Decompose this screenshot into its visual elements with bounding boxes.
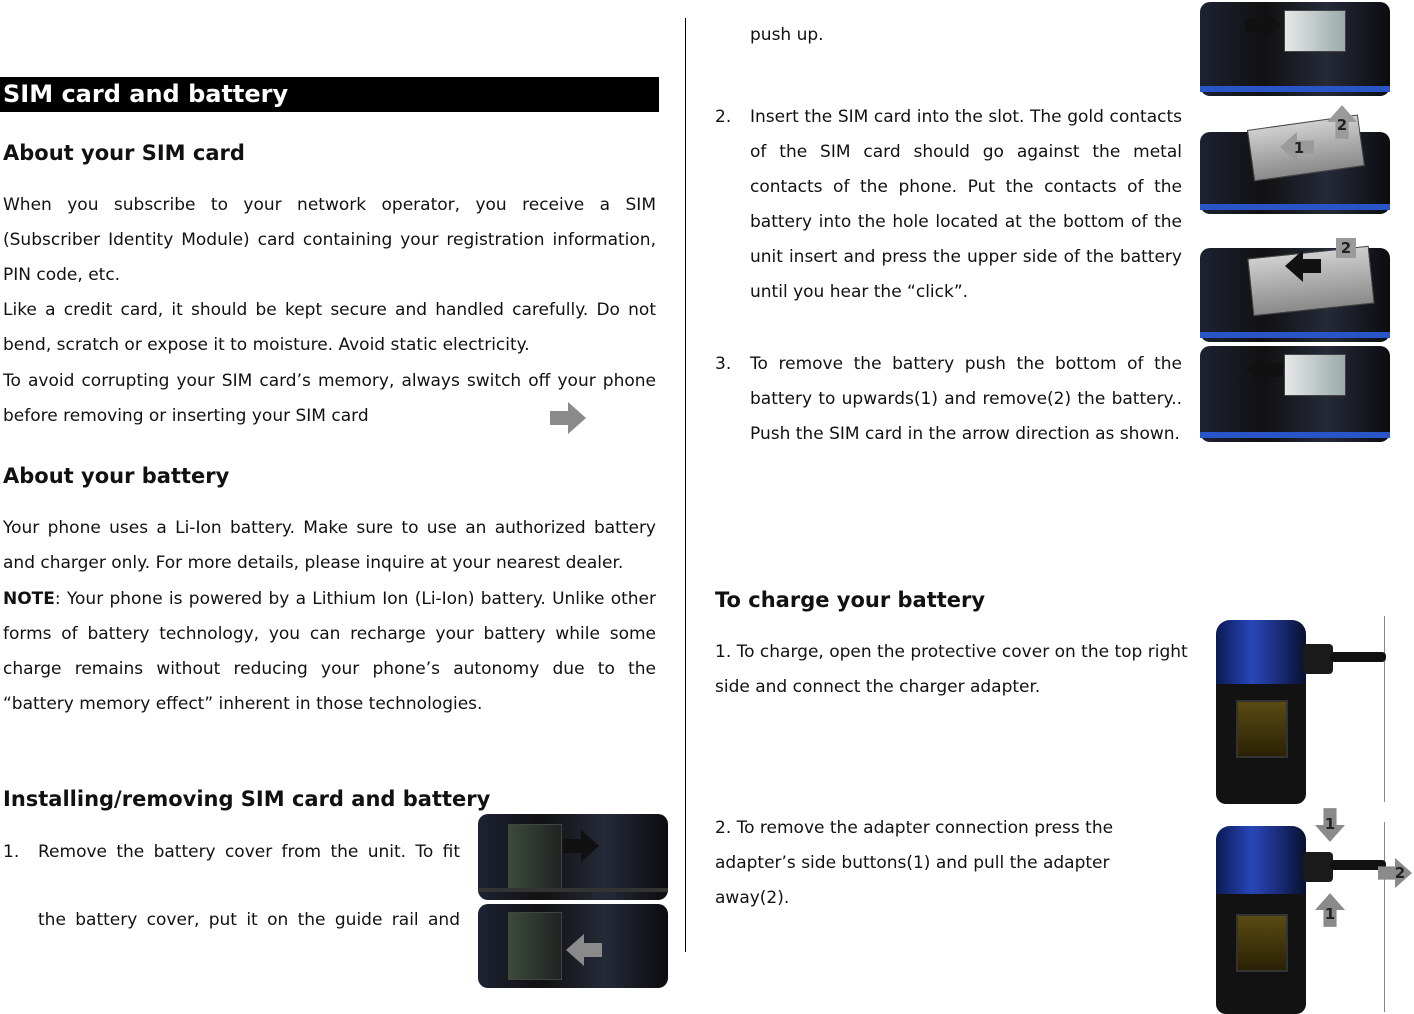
arrow-left-icon — [1247, 354, 1283, 386]
step3-text: To remove the battery push the bottom of the battery to upwards(1) and remove(2) the battery.. Push the SIM card in the arrow direction as shown. — [750, 354, 1182, 444]
note-paragraph — [3, 582, 656, 722]
badge-step-1: 1 — [1293, 139, 1305, 157]
step1-number: 1. — [3, 842, 20, 862]
install-heading: Installing/removing SIM card and battery — [3, 787, 491, 811]
step1-line-1: Remove the battery cover from the unit. To fit — [38, 842, 460, 862]
charger-plug — [1303, 644, 1333, 674]
badge-press-1: 1 — [1324, 815, 1336, 833]
section-banner: SIM card and battery — [0, 77, 659, 112]
arrow-left-icon — [566, 934, 602, 966]
image-border-line — [1384, 616, 1385, 802]
charge-heading: To charge your battery — [715, 588, 986, 612]
image-border-line — [1384, 822, 1385, 1012]
charge-step-1: 1. To charge, open the protective cover on the top right side and connect the charger adapter. — [715, 642, 1188, 697]
sim-paragraph-3: To avoid corrupting your SIM card’s memory, always switch off your phone before removing or inserting your SIM card — [3, 371, 656, 426]
note-label: NOTE — [3, 589, 55, 609]
phone-sim-image-1 — [1200, 2, 1390, 96]
sim-heading: About your SIM card — [3, 141, 245, 165]
step2-number: 2. — [715, 107, 732, 127]
note-text: : Your phone is powered by a Lithium Ion (Li-Ion) battery. Unlike other forms of battery technology, you can recharge your battery while some charge remains without reducing your phone’s autonomy due to the “battery memory effect” inherent in those technologies. — [3, 589, 656, 714]
arrow-left-icon — [1285, 250, 1321, 282]
arrow-right-icon — [1245, 9, 1281, 41]
arrow-right-icon — [550, 402, 586, 434]
charger-plug — [1303, 852, 1333, 882]
sim-paragraph-2: Like a credit card, it should be kept secure and handled carefully. Do not bend, scratch or expose it to moisture. Avoid static electricity. — [3, 300, 656, 355]
step1-line-2: the battery cover, put it on the guide rail and — [38, 910, 460, 930]
phone-sim-image-2 — [1200, 346, 1390, 442]
step3-number: 3. — [715, 354, 732, 374]
step1-continuation: push up. — [750, 25, 824, 45]
column-divider — [685, 18, 686, 952]
badge-pull-2: 2 — [1394, 864, 1406, 882]
step2-text: Insert the SIM card into the slot. The gold contacts of the SIM card should go against the metal contacts of the phone. Put the contacts of the battery into the hole located at the bottom of the unit insert and press the upper side of the battery until you hear the “click”. — [750, 107, 1182, 302]
charger-cable — [1330, 652, 1386, 662]
battery-heading: About your battery — [3, 464, 230, 488]
phone-charging-image-1 — [1216, 620, 1306, 804]
badge-step-2: 2 — [1336, 116, 1348, 134]
badge-press-1: 1 — [1324, 905, 1336, 923]
battery-paragraph: Your phone uses a Li-Ion battery. Make sure to use an authorized battery and charger only. For more details, please inquire at your nearest dealer. — [3, 518, 656, 573]
arrow-right-icon — [563, 830, 599, 862]
sim-paragraph-1: When you subscribe to your network operator, you receive a SIM (Subscriber Identity Module) card containing your registration information, PIN code, etc. — [3, 195, 656, 285]
charge-step-2: 2. To remove the adapter connection press the adapter’s side buttons(1) and pull the adapter away(2). — [715, 818, 1114, 908]
badge-step-2: 2 — [1336, 238, 1356, 258]
phone-charging-image-2 — [1216, 826, 1306, 1014]
